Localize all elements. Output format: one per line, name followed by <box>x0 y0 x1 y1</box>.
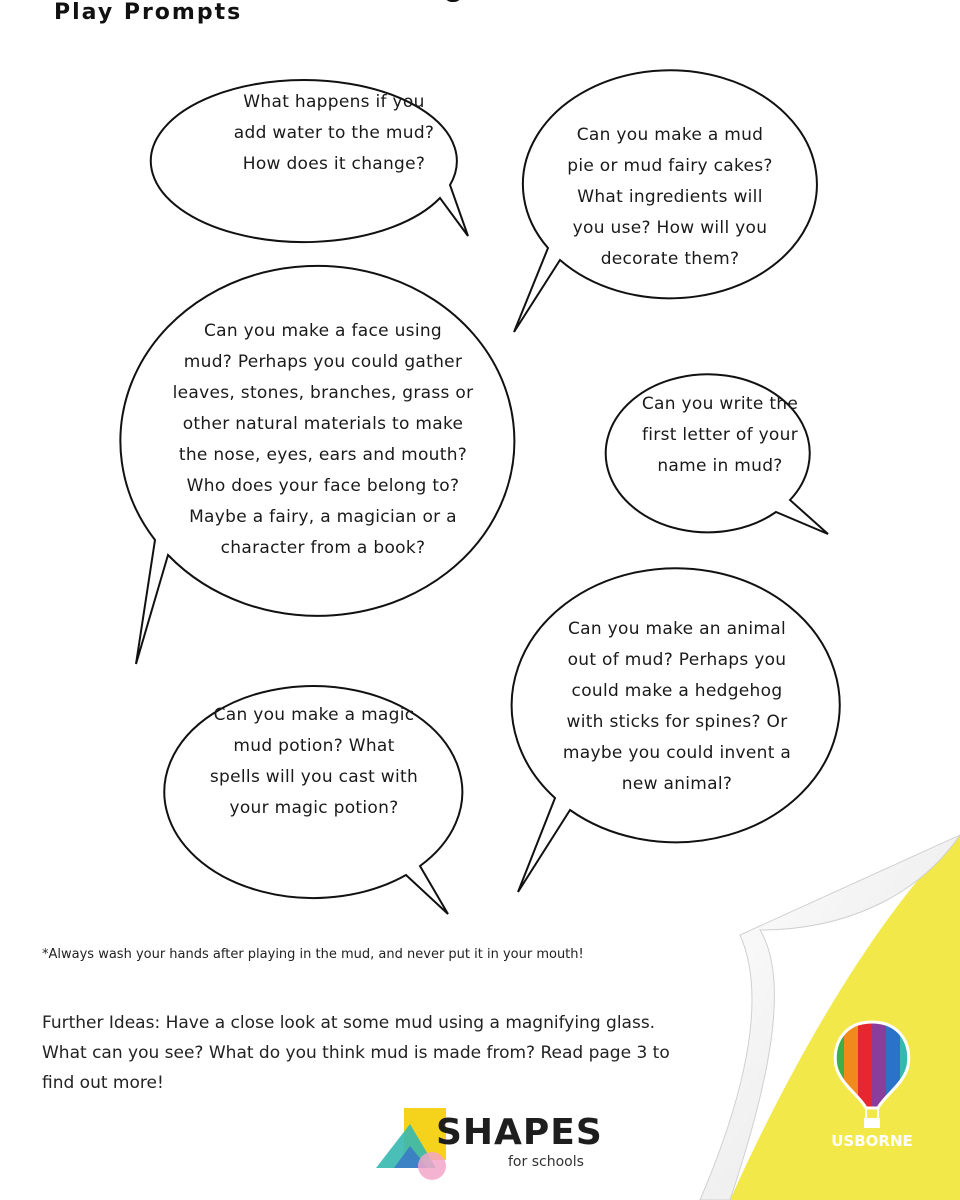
prompt-line: add water to the mud? <box>233 123 435 143</box>
page-title: Play Prompts <box>54 0 243 25</box>
shapes-wordmark: SHAPES <box>436 1112 603 1153</box>
prompt-line: What ingredients will <box>577 187 763 207</box>
prompt-1-text <box>196 87 472 180</box>
prompt-line: maybe you could invent a <box>562 743 792 763</box>
shapes-for-schools-logo <box>374 1106 604 1188</box>
prompt-line: your magic potion? <box>229 798 399 818</box>
prompt-line: What happens if you <box>243 92 425 112</box>
prompt-line: could make a hedgehog <box>571 681 783 701</box>
prompt-line: with sticks for spines? Or <box>566 712 788 732</box>
further-ideas-text: Further Ideas: Have a close look at some mud using a magnifying glass. What can you see? What do you think mud is made from? Read page 3 to find out more! <box>42 1013 670 1093</box>
prompt-line: Can you make a face using <box>203 321 443 341</box>
prompt-line: Maybe a fairy, a magician or a <box>189 507 457 527</box>
prompt-line: Who does your face belong to? <box>186 476 460 496</box>
safety-note: *Always wash your hands after playing in the mud, and never put it in your mouth! <box>42 947 584 962</box>
prompt-line: you use? How will you <box>572 218 768 238</box>
prompt-line: name in mud? <box>657 456 783 476</box>
shapes-subtitle: for schools <box>508 1154 584 1170</box>
prompt-6-text <box>184 700 444 824</box>
prompt-line: first letter of your <box>641 425 798 445</box>
prompt-line: other natural materials to make <box>182 414 464 434</box>
prompt-line: the nose, eyes, ears and mouth? <box>178 445 468 465</box>
prompt-3-text <box>148 316 498 564</box>
prompt-line: decorate them? <box>600 249 740 269</box>
usborne-label: USBORNE <box>831 1132 913 1150</box>
prompt-line: spells will you cast with <box>209 767 419 787</box>
prompt-line: new animal? <box>621 774 733 794</box>
prompt-line: How does it change? <box>242 154 426 174</box>
prompt-line: character from a book? <box>220 538 426 558</box>
prompt-line: mud? Perhaps you could gather <box>183 352 463 372</box>
prompt-line: Can you write the <box>641 394 799 414</box>
prompt-line: Can you make an animal <box>568 619 786 639</box>
prompt-line: pie or mud fairy cakes? <box>567 156 773 176</box>
prompt-line: leaves, stones, branches, grass or <box>172 383 474 403</box>
prompt-line: Can you make a mud <box>576 125 764 145</box>
hot-air-balloon-icon <box>826 1018 918 1130</box>
prompt-line: Can you make a magic <box>213 705 415 725</box>
prompt-line: mud potion? What <box>233 736 395 756</box>
prompt-line: out of mud? Perhaps you <box>567 650 787 670</box>
prompt-2-text <box>540 120 800 275</box>
prompt-5-text <box>536 614 818 800</box>
prompt-4-text <box>632 389 808 482</box>
usborne-logo <box>826 1018 918 1158</box>
